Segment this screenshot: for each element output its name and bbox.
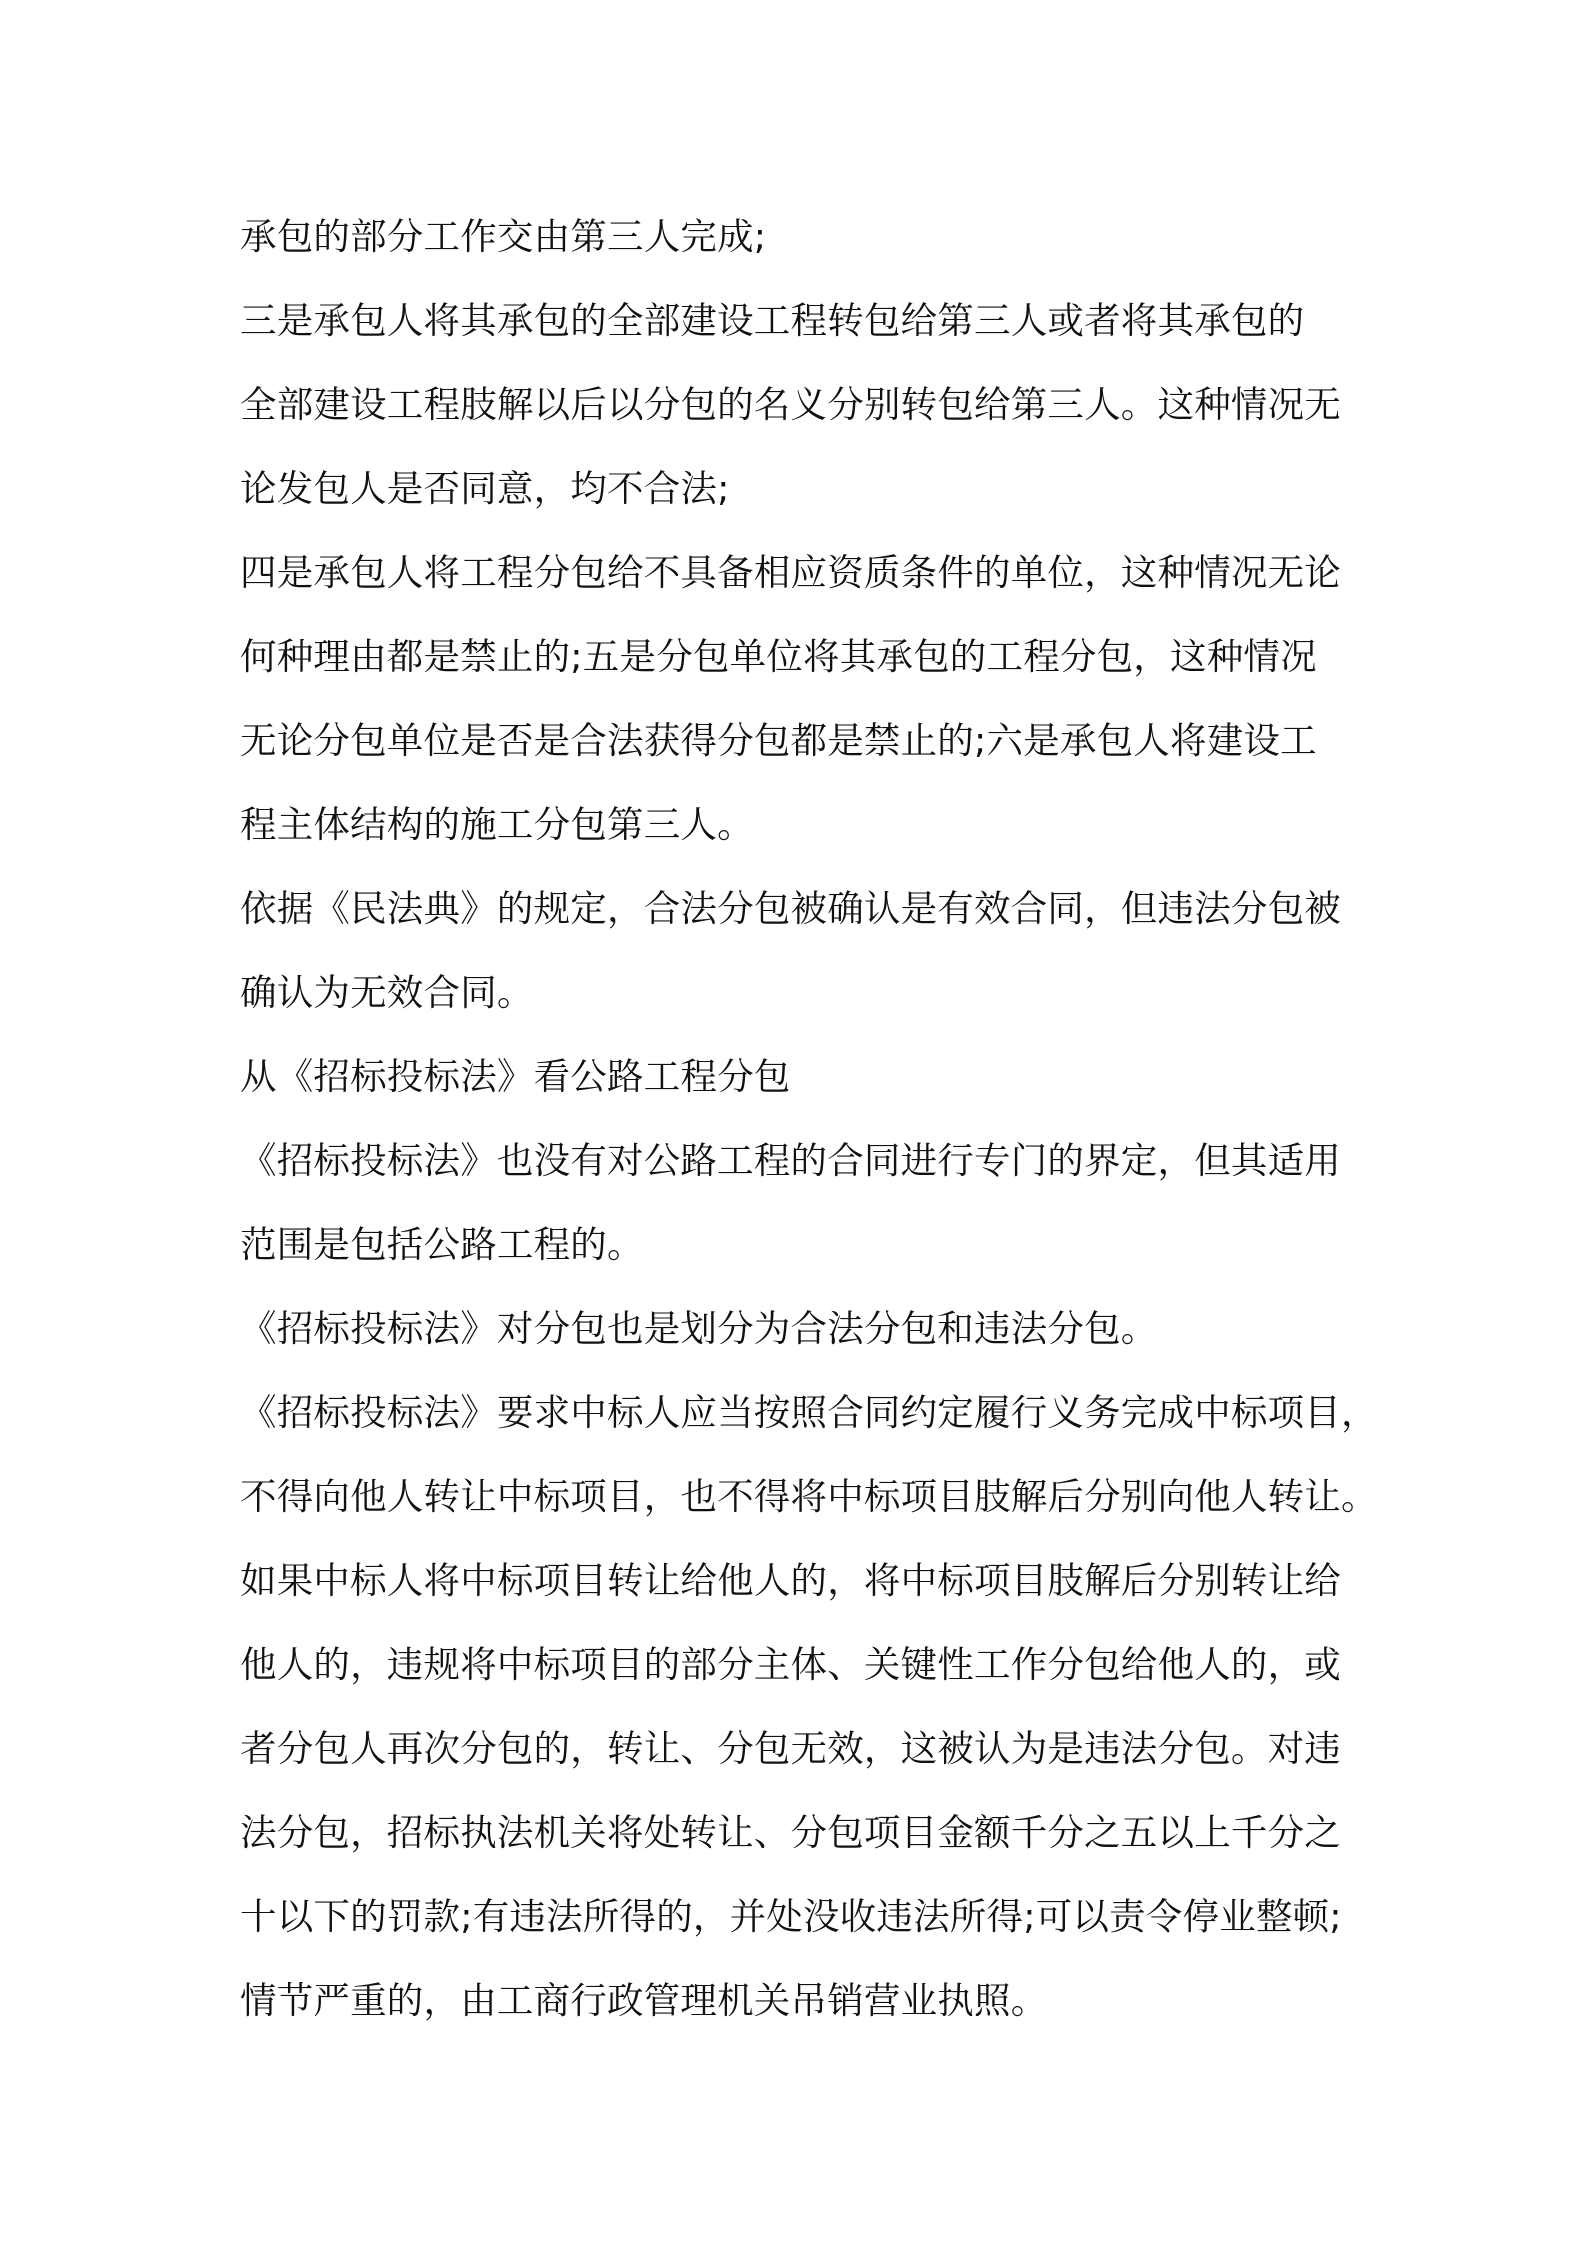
text-line-8: 程主体结构的施工分包第三人。 (240, 803, 754, 846)
section-heading: 从《招标投标法》看公路工程分包 (240, 1055, 791, 1098)
text-line-1: 承包的部分工作交由第三人完成; (240, 215, 767, 258)
document-body (240, 195, 1380, 2043)
text-line-14: 《招标投标法》对分包也是划分为合法分包和违法分包。 (240, 1307, 1158, 1350)
text-line-13: 范围是包括公路工程的。 (240, 1223, 644, 1266)
text-line-22: 情节严重的，由工商行政管理机关吊销营业执照。 (240, 1979, 1048, 2022)
text-line-6: 何种理由都是禁止的;五是分包单位将其承包的工程分包，这种情况 (240, 635, 1317, 678)
text-line-16: 不得向他人转让中标项目，也不得将中标项目肢解后分别向他人转让。 (240, 1475, 1378, 1518)
text-line-15: 《招标投标法》要求中标人应当按照合同约定履行义务完成中标项目， (240, 1391, 1378, 1434)
text-line-12: 《招标投标法》也没有对公路工程的合同进行专门的界定，但其适用 (240, 1139, 1341, 1182)
text-line-21: 十以下的罚款;有违法所得的，并处没收违法所得;可以责令停业整顿; (240, 1895, 1342, 1938)
text-line-17: 如果中标人将中标项目转让给他人的，将中标项目肢解后分别转让给 (240, 1559, 1341, 1602)
text-line-19: 者分包人再次分包的，转让、分包无效，这被认为是违法分包。对违 (240, 1727, 1341, 1770)
text-line-7: 无论分包单位是否是合法获得分包都是禁止的;六是承包人将建设工 (240, 719, 1317, 762)
text-line-10: 确认为无效合同。 (240, 971, 534, 1014)
text-line-3: 全部建设工程肢解以后以分包的名义分别转包给第三人。这种情况无 (240, 383, 1341, 426)
text-line-5: 四是承包人将工程分包给不具备相应资质条件的单位，这种情况无论 (240, 551, 1341, 594)
text-line-20: 法分包，招标执法机关将处转让、分包项目金额千分之五以上千分之 (240, 1811, 1341, 1854)
text-line-4: 论发包人是否同意，均不合法; (240, 467, 730, 510)
text-line-9: 依据《民法典》的规定，合法分包被确认是有效合同，但违法分包被 (240, 887, 1341, 930)
text-line-2: 三是承包人将其承包的全部建设工程转包给第三人或者将其承包的 (240, 299, 1305, 342)
text-line-18: 他人的，违规将中标项目的部分主体、关键性工作分包给他人的，或 (240, 1643, 1341, 1686)
